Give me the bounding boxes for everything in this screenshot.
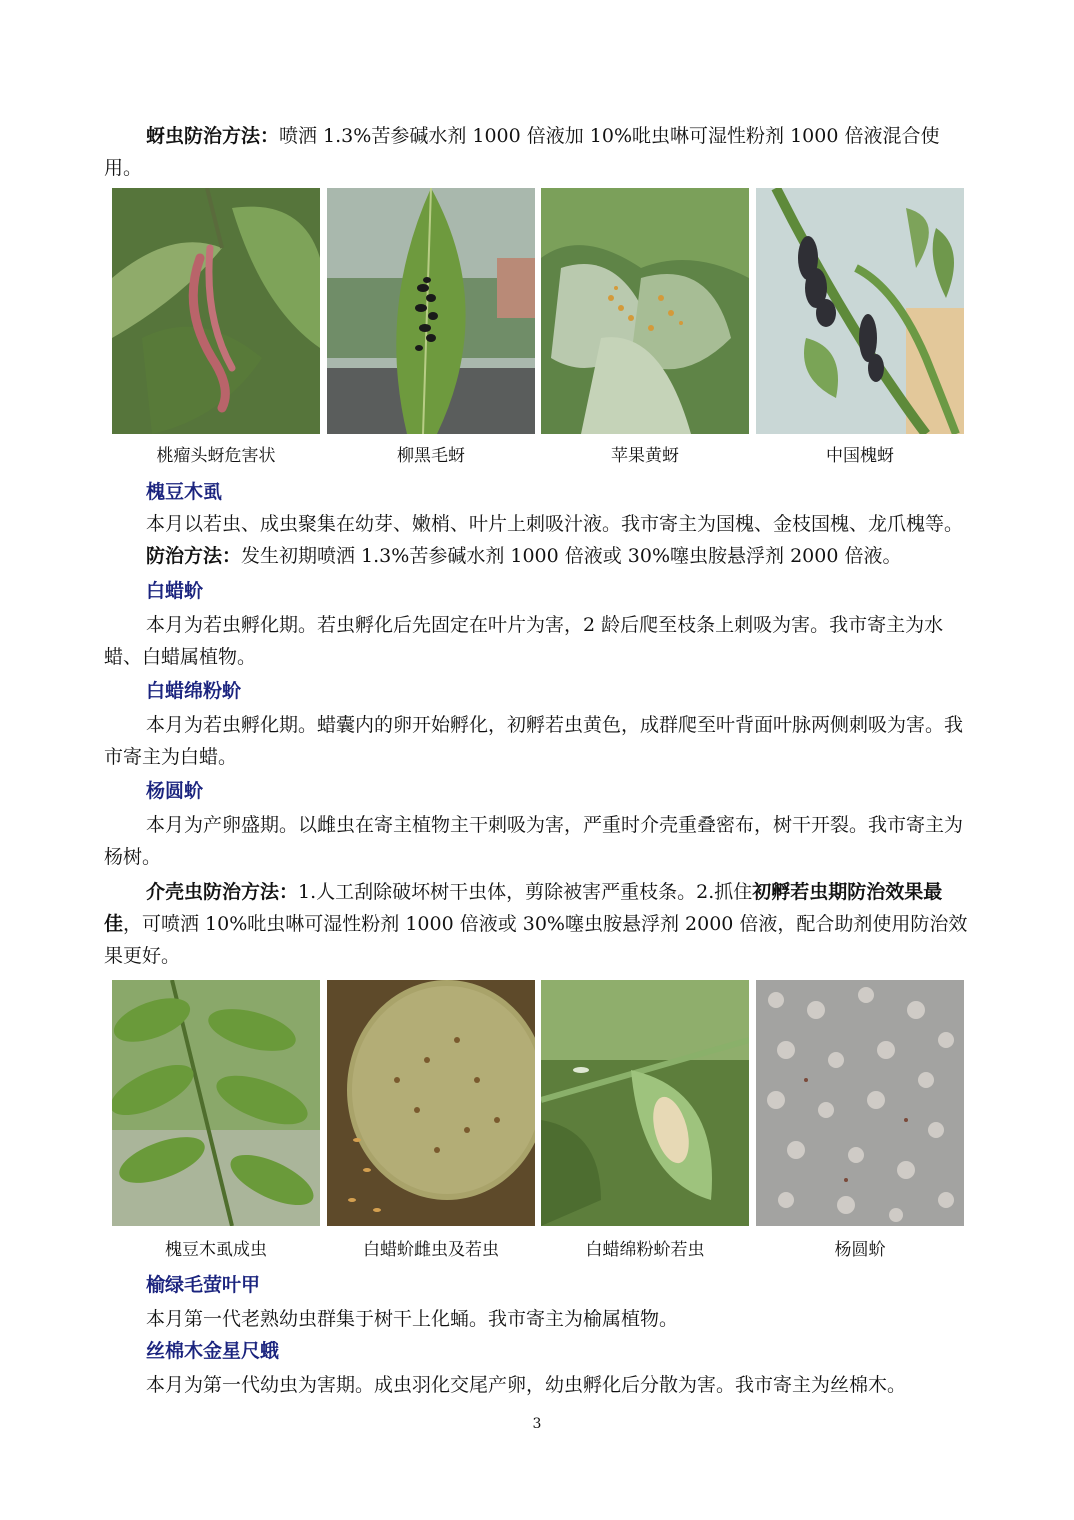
psyllid-control (104, 540, 974, 572)
aphid-control-text: 喷洒 1.3%苦参碱水剂 1000 倍液加 10%吡虫啉可湿性粉剂 1000 倍液混合使用。 (104, 125, 940, 179)
caption-psyllid-adult: 槐豆木虱成虫 (165, 1240, 267, 1260)
heading-elm-beetle: 榆绿毛萤叶甲 (146, 1274, 261, 1296)
willow-aphid-image (327, 188, 535, 434)
photo-chinese-locust-aphid (756, 188, 964, 434)
locust-aphid-image (756, 188, 964, 434)
heading-wax-scale: 白蜡蚧 (146, 580, 204, 602)
apple-aphid-image (541, 188, 749, 434)
caption-locust-aphid: 中国槐蚜 (826, 446, 894, 466)
aphid-control-label: 蚜虫防治方法： (146, 125, 280, 147)
poplar-scale-body: 本月为产卵盛期。以雌虫在寄主植物主干刺吸为害，严重时介壳重叠密布，树干开裂。我市寄主为杨树。 (104, 814, 964, 868)
psyllid-control-label: 防治方法： (146, 545, 242, 567)
wax-scale-image (327, 980, 535, 1226)
photo-cottony-scale-nymph (541, 980, 749, 1226)
poplar-scale-image (756, 980, 964, 1226)
heading-poplar-scale: 杨圆蚧 (146, 780, 204, 802)
photo-apple-aphid (541, 188, 749, 434)
scale-control-text-a: 1.人工刮除破坏树干虫体，剪除被害严重枝条。2.抓住 (298, 881, 753, 903)
photo-psyllid-adult (112, 980, 320, 1226)
caption-wax-scale: 白蜡蚧雌虫及若虫 (363, 1240, 499, 1260)
peach-leaf-curl-image (112, 188, 320, 434)
photo-willow-aphid (327, 188, 535, 434)
photo-poplar-scale (756, 980, 964, 1226)
scale-control-text-b: ，可喷洒 10%吡虫啉可湿性粉剂 1000 倍液或 30%噻虫胺悬浮剂 2000 倍液，配合助剂使用防治效果更好。 (104, 913, 968, 967)
scale-control-label: 介壳虫防治方法： (146, 881, 299, 903)
caption-peach-aphid: 桃瘤头蚜危害状 (156, 446, 276, 466)
psyllid-adult-image (112, 980, 320, 1226)
page-number: 3 (532, 1416, 542, 1432)
caption-poplar-scale: 杨圆蚧 (834, 1240, 886, 1260)
psyllid-control-text: 发生初期喷洒 1.3%苦参碱水剂 1000 倍液或 30%噻虫胺悬浮剂 2000 倍液。 (241, 545, 902, 567)
caption-apple-aphid: 苹果黄蚜 (611, 446, 679, 466)
caption-row-aphids (112, 441, 964, 467)
euonymus-moth-body: 本月为第一代幼虫为害期。成虫羽化交尾产卵，幼虫孵化后分散为害。我市寄主为丝棉木。 (146, 1374, 907, 1396)
photo-peach-aphid-damage (112, 188, 320, 434)
photo-row-aphids (112, 188, 964, 436)
caption-row-scales (112, 1235, 964, 1261)
caption-cottony-scale: 白蜡绵粉蚧若虫 (585, 1240, 705, 1260)
heading-cottony-scale: 白蜡绵粉蚧 (146, 680, 242, 702)
photo-row-scales (112, 980, 964, 1228)
cottony-scale-image (541, 980, 749, 1226)
elm-beetle-body: 本月第一代老熟幼虫群集于树干上化蛹。我市寄主为榆属植物。 (146, 1308, 679, 1330)
psyllid-body: 本月以若虫、成虫聚集在幼芽、嫩梢、叶片上刺吸汁液。我市寄主为国槐、金枝国槐、龙爪槐等。 (146, 513, 964, 535)
photo-wax-scale-female (327, 980, 535, 1226)
heading-psyllid: 槐豆木虱 (146, 481, 223, 503)
scale-control-emphasis: 初孵若虫期防治效果最佳 (104, 881, 943, 935)
aphid-control-paragraph (104, 120, 974, 184)
cottony-scale-body: 本月为若虫孵化期。蜡囊内的卵开始孵化，初孵若虫黄色，成群爬至叶背面叶脉两侧刺吸为害。我市寄主为白蜡。 (104, 714, 964, 768)
caption-willow-aphid: 柳黑毛蚜 (397, 446, 465, 466)
scale-control-paragraph (104, 876, 974, 972)
wax-scale-body: 本月为若虫孵化期。若虫孵化后先固定在叶片为害，2 龄后爬至枝条上刺吸为害。我市寄主为水蜡、白蜡属植物。 (104, 614, 944, 668)
heading-euonymus-moth: 丝棉木金星尺蛾 (146, 1340, 280, 1362)
